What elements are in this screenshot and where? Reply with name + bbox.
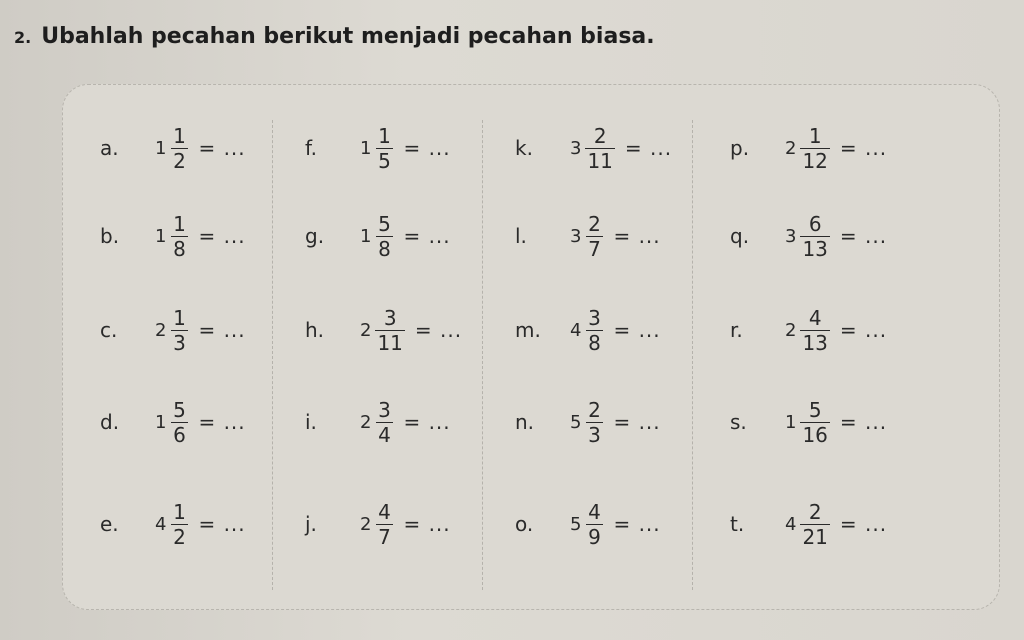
mixed-number <box>785 206 887 266</box>
fraction <box>585 398 603 447</box>
equals-blank: = ... <box>613 512 661 536</box>
exercise-item <box>730 300 950 360</box>
equals-blank: = ... <box>198 224 246 248</box>
exercise-item <box>730 494 950 554</box>
equals-blank: = ... <box>403 224 451 248</box>
denominator: 11 <box>587 148 613 173</box>
numerator: 4 <box>808 305 822 330</box>
fraction <box>375 124 393 173</box>
whole-part: 1 <box>155 411 167 433</box>
equals-blank: = ... <box>839 410 888 434</box>
exercise-item <box>515 118 735 178</box>
mixed-number <box>155 300 246 360</box>
numerator: 5 <box>378 211 391 236</box>
numerator: 2 <box>588 211 601 236</box>
question-number: 2. <box>14 28 32 47</box>
numerator: 4 <box>378 499 391 524</box>
exercise-item <box>100 392 320 452</box>
item-letter: o. <box>515 512 534 536</box>
fraction <box>375 398 393 447</box>
whole-part: 1 <box>155 225 167 247</box>
whole-part: 3 <box>570 137 582 159</box>
item-letter: q. <box>730 224 750 248</box>
fraction <box>170 212 188 261</box>
denominator: 13 <box>802 330 828 355</box>
numerator: 2 <box>808 499 822 524</box>
numerator: 1 <box>378 123 391 148</box>
mixed-number <box>570 206 661 266</box>
equals-blank: = ... <box>839 512 888 536</box>
item-letter: h. <box>305 318 325 342</box>
whole-part: 4 <box>570 319 582 341</box>
item-letter: a. <box>100 136 119 160</box>
denominator: 3 <box>173 330 186 355</box>
whole-part: 1 <box>155 137 167 159</box>
mixed-number <box>570 118 672 178</box>
exercise-item <box>305 206 525 266</box>
exercise-item <box>305 300 525 360</box>
item-letter: f. <box>305 136 317 160</box>
whole-part: 5 <box>570 513 582 535</box>
whole-part: 3 <box>785 225 797 247</box>
item-letter: b. <box>100 224 120 248</box>
equals-blank: = ... <box>403 410 451 434</box>
denominator: 2 <box>173 524 186 549</box>
item-letter: k. <box>515 136 533 160</box>
whole-part: 2 <box>360 411 372 433</box>
item-letter: g. <box>305 224 325 248</box>
numerator: 1 <box>173 305 186 330</box>
fraction <box>170 398 188 447</box>
fraction <box>800 306 829 355</box>
whole-part: 2 <box>155 319 167 341</box>
mixed-number <box>155 392 246 452</box>
exercise-item <box>305 118 525 178</box>
whole-part: 2 <box>785 137 797 159</box>
item-letter: e. <box>100 512 119 536</box>
fraction <box>170 500 188 549</box>
exercise-item <box>100 118 320 178</box>
numerator: 1 <box>173 123 186 148</box>
numerator: 1 <box>173 211 186 236</box>
mixed-number <box>570 300 661 360</box>
whole-part: 1 <box>360 137 372 159</box>
mixed-number <box>785 118 887 178</box>
denominator: 7 <box>588 236 601 261</box>
numerator: 6 <box>808 211 822 236</box>
mixed-number <box>360 300 462 360</box>
exercise-item <box>515 300 735 360</box>
mixed-number <box>785 300 887 360</box>
denominator: 7 <box>378 524 391 549</box>
whole-part: 3 <box>570 225 582 247</box>
mixed-number <box>360 494 451 554</box>
whole-part: 4 <box>785 513 797 535</box>
fraction <box>585 306 603 355</box>
whole-part: 5 <box>570 411 582 433</box>
exercise-item <box>730 118 950 178</box>
denominator: 13 <box>802 236 828 261</box>
mixed-number <box>785 494 887 554</box>
equals-blank: = ... <box>198 136 246 160</box>
item-letter: c. <box>100 318 118 342</box>
item-letter: i. <box>305 410 317 434</box>
equals-blank: = ... <box>198 318 246 342</box>
item-letter: j. <box>305 512 317 536</box>
denominator: 8 <box>173 236 186 261</box>
denominator: 6 <box>173 422 186 447</box>
whole-part: 2 <box>360 513 372 535</box>
item-letter: n. <box>515 410 535 434</box>
equals-blank: = ... <box>198 410 246 434</box>
denominator: 12 <box>802 148 828 173</box>
item-letter: d. <box>100 410 120 434</box>
mixed-number <box>570 494 661 554</box>
whole-part: 2 <box>785 319 797 341</box>
fraction <box>800 124 829 173</box>
equals-blank: = ... <box>613 224 661 248</box>
mixed-number <box>785 392 887 452</box>
fraction <box>585 124 614 173</box>
equals-blank: = ... <box>613 410 661 434</box>
numerator: 5 <box>173 397 186 422</box>
numerator: 3 <box>383 305 397 330</box>
numerator: 1 <box>173 499 186 524</box>
fraction <box>375 306 404 355</box>
item-letter: p. <box>730 136 750 160</box>
denominator: 21 <box>802 524 828 549</box>
denominator: 16 <box>802 422 828 447</box>
denominator: 11 <box>377 330 403 355</box>
numerator: 4 <box>588 499 601 524</box>
question-heading <box>14 24 655 49</box>
exercise-item <box>305 494 525 554</box>
item-letter: r. <box>730 318 743 342</box>
denominator: 4 <box>378 422 391 447</box>
mixed-number <box>570 392 661 452</box>
mixed-number <box>155 494 246 554</box>
fraction <box>170 124 188 173</box>
exercise-item <box>730 206 950 266</box>
mixed-number <box>360 118 451 178</box>
exercise-item <box>515 392 735 452</box>
numerator: 5 <box>808 397 822 422</box>
denominator: 2 <box>173 148 186 173</box>
exercise-item <box>515 494 735 554</box>
whole-part: 2 <box>360 319 372 341</box>
fraction <box>375 500 393 549</box>
fraction <box>585 500 603 549</box>
numerator: 3 <box>588 305 601 330</box>
mixed-number <box>360 206 451 266</box>
whole-part: 4 <box>155 513 167 535</box>
mixed-number <box>360 392 451 452</box>
equals-blank: = ... <box>839 136 888 160</box>
equals-blank: = ... <box>414 318 463 342</box>
mixed-number <box>155 206 246 266</box>
equals-blank: = ... <box>403 512 451 536</box>
equals-blank: = ... <box>839 318 888 342</box>
whole-part: 1 <box>360 225 372 247</box>
numerator: 3 <box>378 397 391 422</box>
fraction <box>170 306 188 355</box>
fraction <box>375 212 393 261</box>
equals-blank: = ... <box>624 136 673 160</box>
numerator: 2 <box>588 397 601 422</box>
exercise-item <box>100 206 320 266</box>
item-letter: t. <box>730 512 745 536</box>
item-letter: l. <box>515 224 527 248</box>
fraction <box>585 212 603 261</box>
exercise-item <box>100 300 320 360</box>
denominator: 5 <box>378 148 391 173</box>
equals-blank: = ... <box>198 512 246 536</box>
question-text: Ubahlah pecahan berikut menjadi pecahan biasa. <box>41 24 655 49</box>
exercise-item <box>730 392 950 452</box>
equals-blank: = ... <box>613 318 661 342</box>
item-letter: s. <box>730 410 747 434</box>
denominator: 8 <box>588 330 601 355</box>
denominator: 8 <box>378 236 391 261</box>
exercise-item <box>515 206 735 266</box>
numerator: 2 <box>593 123 607 148</box>
fraction <box>800 212 829 261</box>
exercise-item <box>305 392 525 452</box>
denominator: 9 <box>588 524 601 549</box>
equals-blank: = ... <box>403 136 451 160</box>
denominator: 3 <box>588 422 601 447</box>
mixed-number <box>155 118 246 178</box>
equals-blank: = ... <box>839 224 888 248</box>
whole-part: 1 <box>785 411 797 433</box>
exercise-item <box>100 494 320 554</box>
item-letter: m. <box>515 318 541 342</box>
fraction <box>800 398 829 447</box>
fraction <box>800 500 829 549</box>
numerator: 1 <box>808 123 822 148</box>
